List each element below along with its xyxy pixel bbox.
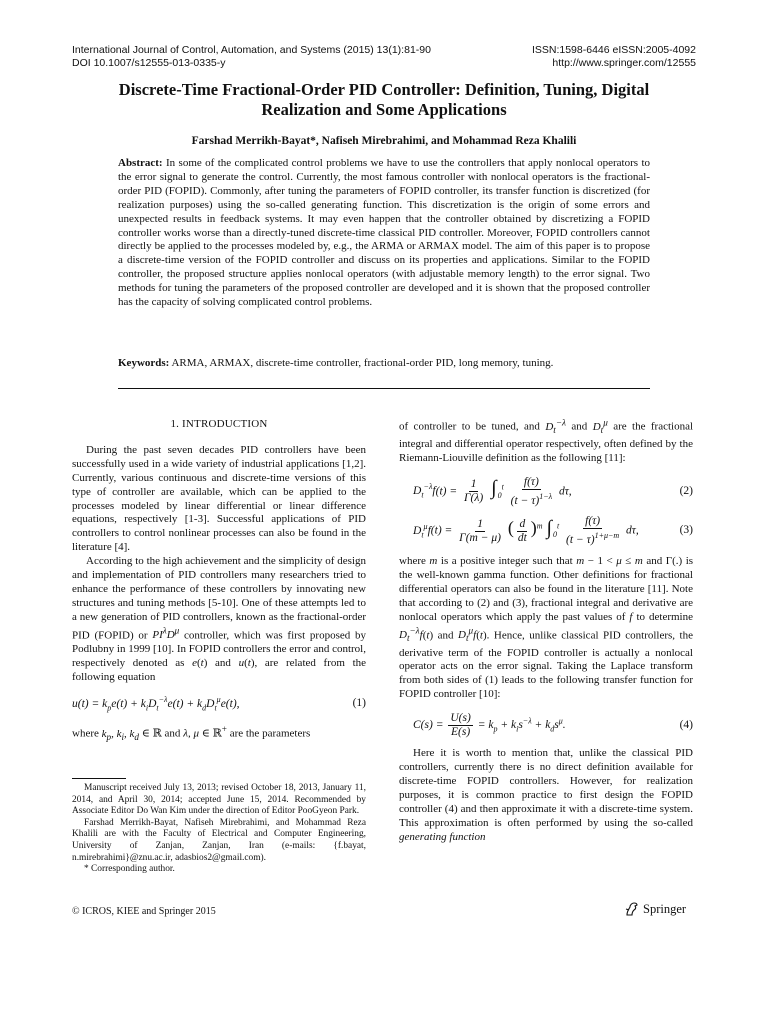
footnote-manuscript: Manuscript received July 13, 2013; revised October 18, 2013, January 11, 2014, and April 30, 2014; accepted June 15, 2014. Recommended by Associate Editor Do Wan Kim under the direction of Editor PooGyeon Park.	[72, 783, 366, 817]
keywords-label: Keywords:	[118, 357, 170, 369]
equation-1: $u(t) = k_pe(t) + k_iD_t^{-\lambda}e(t) + k_dD_t^\mu e(t)$, (1)	[72, 694, 366, 713]
doi: DOI 10.1007/s12555-013-0335-y	[72, 57, 226, 69]
right-paragraph-1: of controller to be tuned, and $D_t^{-\lambda}$ and $D_t^\mu$ are the fractional integral and differential operator respectively, often defined by the Riemann-Liouville definition as the following [11]:	[399, 417, 694, 464]
equation-4: C(s) = $\frac{U(s)}{E(s)}$ = $k_p + k_is^{-\lambda} + k_ds^\mu$. (4)	[413, 712, 693, 739]
journal-citation: International Journal of Control, Automation, and Systems (2015) 13(1):81-90	[72, 44, 431, 56]
intro-paragraph-1: During the past seven decades PID controllers have been successfully used in a wide variety of industrial applications [1,2]. Currently, various continuous and discrete-time versions of this type of controller are available, which can be applied to the processes modeled by linear differential or linear difference equations, respectively [1-3]. Successful applications of PID controllers to control nonlinear processes can also be found in the literature [4].	[72, 443, 366, 554]
right-paragraph-3: Here it is worth to mention that, unlike the classical PID controllers, currently there is no direct definition available for discrete-time FOPID controllers. However, for realization purposes, it is common practice to first design the FOPID controller (4) and then approximate it with a discrete-time system. This approximation is often performed by using the so-called generating function	[399, 747, 693, 843]
publisher-name: Springer	[643, 901, 687, 916]
paper-authors: Farshad Merrikh-Bayat*, Nafiseh Mirebrahimi, and Mohammad Reza Khalili	[191, 135, 577, 147]
issn-header	[532, 44, 696, 70]
intro-paragraph-2: According to the high achievement and the simplicity of design and implementation of PID controllers many researchers tried to enhance the performance of these controllers by innovating new structures and tuning methods [5-10]. One of these attempts led to a new generation of PID controllers, known as the fractional-order PID (FOPID) or $PI^\lambda D^\mu$ controller, which was first proposed by Podlubny in 1999 [10]. In FOPID controllers the error and control, respectively denoted as e(t) and u(t), are related from the following equation	[72, 555, 367, 684]
abstract-label: Abstract:	[118, 157, 163, 169]
footnote-corresponding: * Corresponding author.	[84, 864, 175, 875]
copyright: © ICROS, KIEE and Springer 2015	[72, 906, 216, 917]
equation-1-number: (1)	[352, 697, 366, 710]
equation-3-number: (3)	[679, 524, 693, 537]
equation-3: $D_t^\mu f(t)$ = $\frac{1}{\Gamma(m - \mu)}$ ( $\frac{d}{dt}$ )$^m$ $\int_0^t$ $\frac{f(\tau)}{(t - \tau)^{1+\mu-m}}$ dτ, (3)	[413, 515, 693, 547]
section-heading: 1. INTRODUCTION	[170, 418, 268, 430]
equation-4-number: (4)	[679, 718, 693, 731]
right-paragraph-2: where m is a positive integer such that m − 1 < μ ≤ m and Γ(.) is the well-known gamma function. Other definitions for fractional differential operators can also be found in the literature [11]. Note that according to (2) and (3), fractional integral and derivative are nonlocal operators which apply the past values of f to determine $D_t^{-\lambda}f(t)$ and $D_t^\mu f(t)$. Hence, unlike classical PID controllers, the derivative term of the FOPID controller is actually a nonlocal operator acts on the error signal. Taking the Laplace transform from both sides of (1) leads to the following transfer function for FOPID controller [10]:	[399, 555, 694, 701]
paper-title: Discrete-Time Fractional-Order PID Controller: Definition, Tuning, Digital Realization and Some Applications	[118, 80, 650, 119]
springer-horse-icon	[624, 901, 639, 917]
right-column	[399, 416, 693, 844]
left-column	[72, 416, 366, 745]
abstract-divider	[118, 388, 650, 389]
footnotes	[72, 783, 366, 876]
issn: ISSN:1598-6446 eISSN:2005-4092	[531, 44, 696, 56]
footnote-divider	[72, 778, 126, 779]
keywords	[118, 356, 658, 370]
springer-logo	[624, 901, 686, 917]
journal-url[interactable]: http://www.springer.com/12555	[552, 57, 696, 69]
intro-where-line: where $k_p$, $k_i$, $k_d$ ∈ ℝ and λ, μ ∈ ℝ+ are the parameters	[72, 724, 311, 742]
abstract	[118, 157, 650, 310]
abstract-text: In some of the complicated control problems we have to use the controllers that apply nonlocal operators to the error signal to generate the control. Currently, the most famous controller with nonlocal operators is the fractional-order PID (FOPID). Commonly, after tuning the parameters of FOPID controller, its transfer function is discretized (for realization purposes) using the so-called generating function. This discretization is the origin of some errors and unexpected results in feedback systems. It may even happen that the controller obtained by discretizing a FOPID controller works worse than a directly-tuned discrete-time classical PID controller. Moreover, FOPID controllers cannot directly be applied to the processes modeled by, e.g., the ARMA or ARMAX model. The aim of this paper is to propose a discrete-time version of the FOPID controller and discuss on its properties and applications. Similar to the FOPID controller, the proposed structure applies nonlocal operators (with adjustable memory length) to the error signal. Two methods for tuning the parameters of the proposed controller are developed and it is shown that the proposed controller has the capacity of solving complicated control problems.	[118, 157, 650, 309]
journal-header	[72, 44, 431, 70]
keywords-text: ARMA, ARMAX, discrete-time controller, fractional-order PID, long memory, tuning.	[171, 357, 554, 369]
equation-2-number: (2)	[679, 484, 693, 497]
footnote-affiliation: Farshad Merrikh-Bayat, Nafiseh Mirebrahimi, and Mohammad Reza Khalili are with the Faculty of Electrical and Computer Engineering, University of Zanjan, Zanjan, Iran (e-mails: {f.bayat, n.mirebrahimi}@znu.ac.ir, adasbios2@gmail.com).	[72, 817, 366, 863]
equation-2: $D_t^{-\lambda}f(t)$ = $\frac{1}{\Gamma(\lambda)}$ $\int_0^t$ $\frac{f(\tau)}{(t - \tau)^{1-\lambda}}$ dτ, (2)	[413, 475, 693, 507]
